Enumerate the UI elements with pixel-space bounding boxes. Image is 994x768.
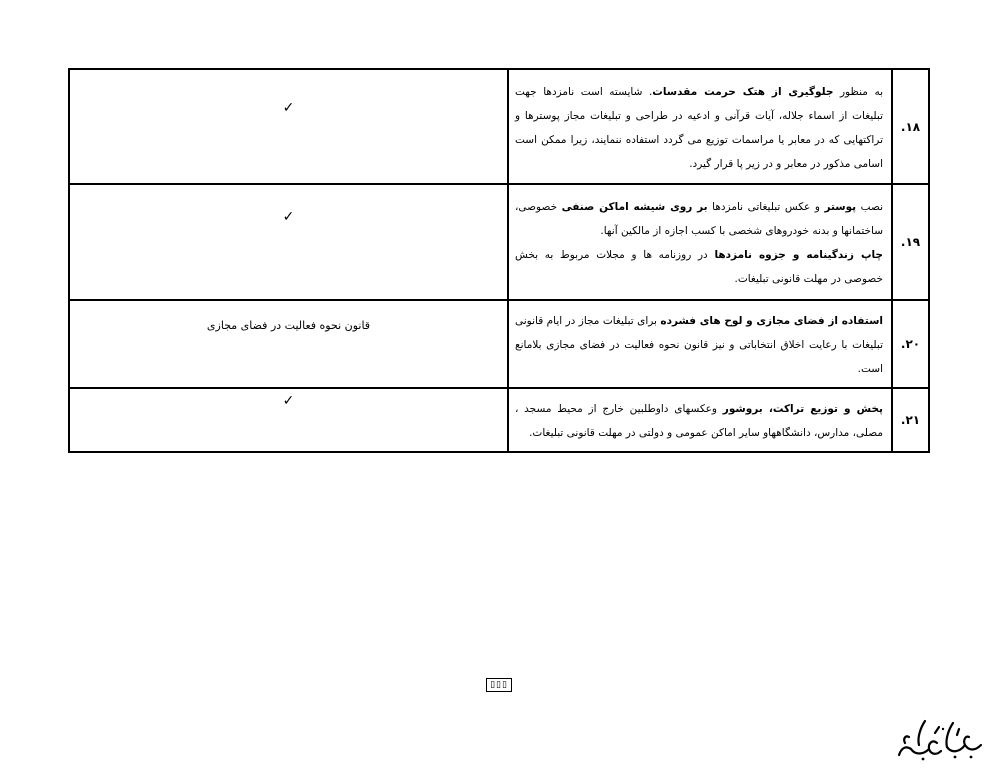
bold-text-run: جلوگیری از هتک حرمت مقدسات (652, 85, 834, 98)
bold-text-run: چاپ زندگینامه و جزوه نامزدها (714, 249, 884, 261)
check-mark-icon: ✓ (282, 100, 295, 116)
table-row (69, 388, 929, 452)
text-run: نصب (856, 201, 883, 213)
row-number: ۲۰. (892, 300, 929, 388)
row-note (69, 388, 508, 452)
text-run: به منظور (833, 85, 883, 98)
row-note (69, 184, 508, 300)
rules-table (68, 68, 930, 453)
bold-text-run: پخش و توزیع تراکت، بروشور (722, 403, 883, 415)
check-mark-icon: ✓ (282, 393, 295, 409)
text-run: و عکس تبلیغاتی نامزدها (707, 201, 825, 213)
row-note (69, 300, 508, 388)
text-run: . شایسته است نامزدها جهت تبلیغات از اسماء جلاله، آیات قرآنی و ادعیه در طراحی و تبلیغات مجاز پوسترها و تراکتهایی که در معابر یا مراسمات توزیع می گردد استفاده ننمایند، زیرا ممکن است اسامی مذکور در معابر و در زیر پا قرار گیرد. (515, 85, 883, 170)
row-number: ۱۸. (892, 69, 929, 184)
text-run: خصوصی، ساختمانها و بدنه خودروهای شخصی با کسب اجازه از مالکین آنها. (515, 201, 883, 237)
text-run: در روزنامه ها و مجلات مربوط به بخش خصوصی در مهلت قانونی تبلیغات. (515, 249, 883, 285)
check-mark-icon: ✓ (282, 209, 295, 225)
text-run: وعکسهای داوطلبین خارج از محیط مسجد ، مصلی، مدارس، دانشگاههاو سایر اماکن عمومی و دولتی در مهلت قانونی تبلیغات. (515, 403, 883, 439)
bold-text-run: استفاده از فضای مجازی و لوح های فشرده (660, 315, 883, 327)
page-number-marker: ▯▯▯ (486, 678, 512, 692)
text-run: برای تبلیغات مجاز در ایام قانونی تبلیغات با رعایت اخلاق انتخاباتی و نیز قانون نحوه فعالیت در فضای مجازی بلامانع است. (515, 315, 883, 375)
table-row (69, 69, 929, 184)
bold-text-run: بر روی شیشه اماکن صنفی (561, 201, 708, 213)
row-description (508, 300, 892, 388)
row-number: ۲۱. (892, 388, 929, 452)
row-description (508, 69, 892, 184)
bold-text-run: پوستر (824, 201, 857, 213)
calligraphy-logo-icon (895, 715, 985, 763)
row-description (508, 388, 892, 452)
table-row (69, 184, 929, 300)
table-row (69, 300, 929, 388)
row-note (69, 69, 508, 184)
governorate-logo (895, 715, 985, 767)
row-description (508, 184, 892, 300)
row-number: ۱۹. (892, 184, 929, 300)
note-text: قانون نحوه فعالیت در فضای مجازی (206, 319, 371, 332)
